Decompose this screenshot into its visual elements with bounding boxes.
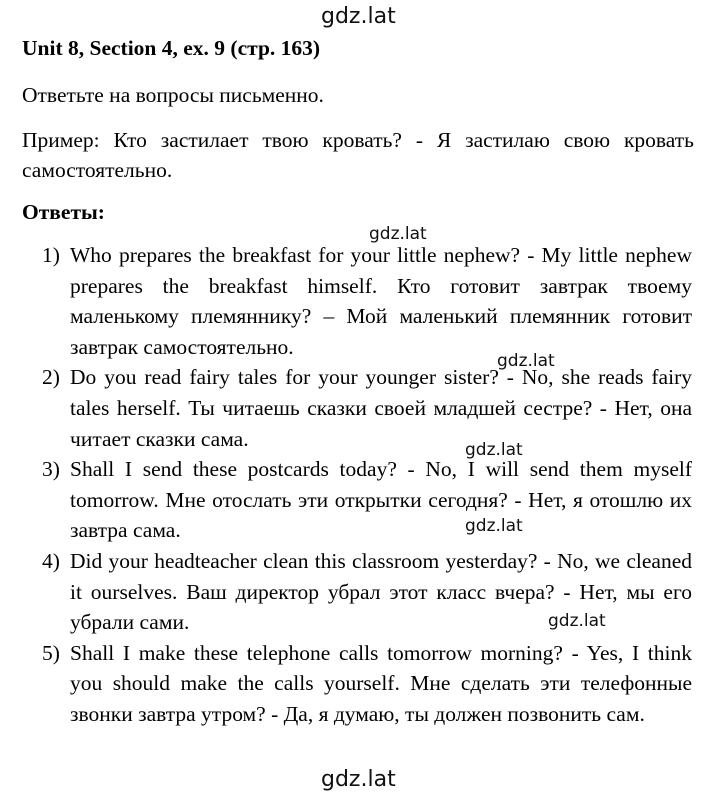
page-title: Unit 8, Section 4, ex. 9 (стр. 163) xyxy=(22,36,321,60)
answer-item xyxy=(22,638,692,730)
watermark-overlay: gdz.lat xyxy=(497,351,555,371)
answer-number: 4) xyxy=(42,548,60,573)
answer-text: Who prepares the breakfast for your little nephew? - My little nephew prepares the breakfast himself. Кто готовит завтрак твоему маленькому племяннику? – Мой маленький племянник готовит завтрак самостоятельно. xyxy=(70,243,692,359)
watermark-overlay: gdz.lat xyxy=(465,440,523,460)
watermark-overlay: gdz.lat xyxy=(369,224,427,244)
answers-list xyxy=(22,240,692,730)
answer-number: 2) xyxy=(42,365,60,390)
answer-text: Shall I make these telephone calls tomorrow morning? - Yes, I think you should make the calls yourself. Мне сделать эти телефонные звонки завтра утром? - Да, я думаю, ты должен позвонить сам. xyxy=(70,640,692,726)
answer-number: 3) xyxy=(42,457,60,482)
answer-number: 5) xyxy=(42,640,60,665)
answer-item xyxy=(22,240,692,362)
example-text: Пример: Кто застилает твою кровать? - Я застилаю свою кровать самостоятельно. xyxy=(22,128,694,182)
watermark-overlay: gdz.lat xyxy=(548,611,606,631)
instruction-text: Ответьте на вопросы письменно. xyxy=(22,83,324,107)
answer-number: 1) xyxy=(42,243,60,267)
watermark-bottom: gdz.lat xyxy=(321,767,396,792)
answers-heading: Ответы: xyxy=(22,200,105,224)
answer-text: Shall I send these postcards today? - No, I will send them myself tomorrow. Мне отослать эти открытки сегодня? - Нет, я отошлю их завтра сама. xyxy=(70,457,692,543)
answer-item xyxy=(22,454,692,546)
answer-text: Did your headteacher clean this classroom yesterday? - No, we cleaned it ourselves. Ваш директор убрал этот класс вчера? - Нет, мы его убрали сами. xyxy=(70,548,692,635)
watermark-overlay: gdz.lat xyxy=(465,516,523,536)
answer-text: Do you read fairy tales for your younger sister? - No, she reads fairy tales herself. Ты читаешь сказки своей младшей сестре? - Нет, она читает сказки сама. xyxy=(70,365,692,451)
watermark-top: gdz.lat xyxy=(321,4,396,29)
answer-item xyxy=(22,362,692,454)
